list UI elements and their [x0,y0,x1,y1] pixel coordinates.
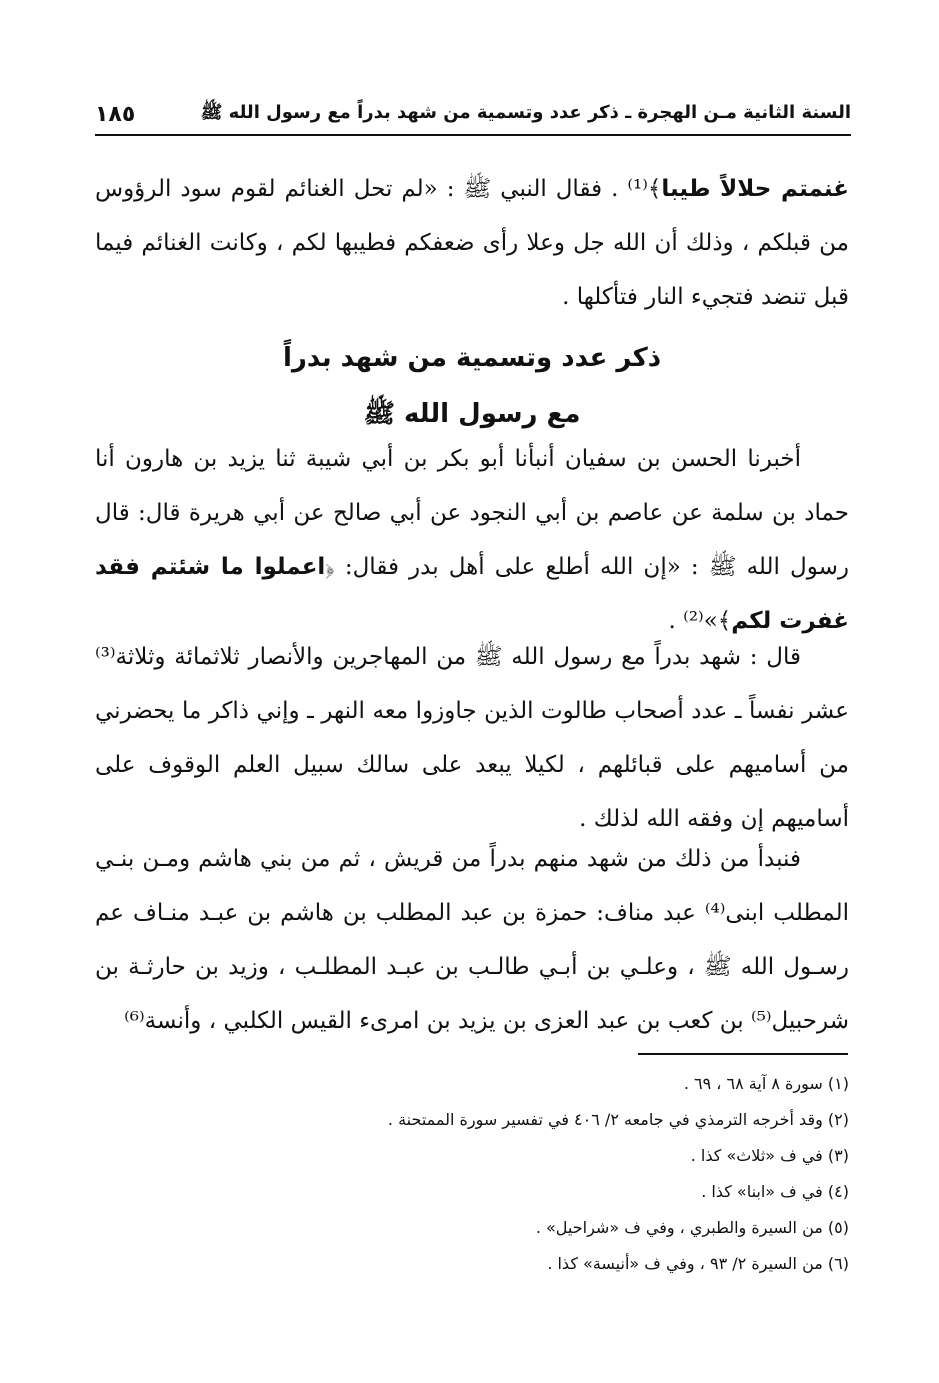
quran-quote-fragment: غنمتم حلالاً طيبا [661,176,849,202]
footnotes [95,1066,849,1282]
hadith-isnad: أخبرنا الحسن بن سفيان أنبأنا أبو بكر بن أبي شيبة ثنا يزيد بن هارون أنا حماد بن سلمة عن عاصم بن أبي النجود عن أبي صالح عن أبي هريرة قال: قال رسول الله ﷺ : «إن الله أطلع على أهل بدر فقال: ﴿ [95,446,849,580]
paragraph-3: قال : شهد بدراً مع رسول الله ﷺ من المهاجرين والأنصار ثلاثمائة وثلاثة⁽³⁾ عشر نفساً ـ عدد أصحاب طالوت الذين جاوزوا معه النهر ـ وإني ذاكر ما يحضرني من أساميهم على قبائلهم ، لكيلا يبعد على سالك سبيل العلم الوقوف على أساميهم إن وفقه الله لذلك . [95,644,849,832]
paragraph-4: فنبدأ من ذلك من شهد منهم بدراً من قريش ، ثم من بني هاشم ومـن بنـي المطلب ابنى⁽⁴⁾ عبد مناف: حمزة بن عبد المطلب بن هاشم بن عبـد منـاف عم رسـول الله ﷺ ، وعلـي بن أبـي طالـب بن عبـد المطلـب ، وزيد بن حارثـة بن شرحبيل⁽⁵⁾ بن كعب بن عبد العزى بن يزيد بن امرىء القيس الكلبي ، وأنسة⁽⁶⁾ [95,846,850,1034]
footnote-5: (٥) من السيرة والطبري ، وفي ف «شراحيل» . [535,1218,849,1237]
footnote-divider [638,1053,848,1055]
footnote-1: (١) سورة ٨ آية ٦٨ ، ٦٩ . [683,1074,849,1093]
section-heading-line-1: ذكر عدد وتسمية من شهد بدراً [282,343,662,373]
paragraph-2 [95,432,849,648]
page-number: ١٨٥ [95,101,136,127]
running-header-title: السنة الثانية مـن الهجرة ـ ذكر عدد وتسمية من شهد بدراً مع رسول الله ﷺ [200,102,851,123]
running-header [95,94,851,136]
paragraph-1 [95,162,849,324]
section-heading [95,330,849,442]
footnote-4: (٤) في ف «ابنا» كذا . [701,1182,849,1201]
section-heading-line-2: مع رسول الله ﷺ [363,399,581,429]
footnote-2: (٢) وقد أخرجه الترمذي في جامعه ٢/ ٤٠٦ في تفسير سورة الممتحنة . [387,1110,849,1129]
footnote-3: (٣) في ف «ثلاث» كذا . [690,1146,849,1165]
paragraph-1-text: ﴾⁽¹⁾ . فقال النبي ﷺ : «لم تحل الغنائم لقوم سود الرؤوس من قبلكم ، وذلك أن الله جل وعلا رأى ضعفكم فطيبها لكم ، وكانت الغنائم فيما قبل تنضد فتجيء النار فتأكلها . [95,176,849,310]
footnote-6: (٦) من السيرة ٢/ ٩٣ ، وفي ف «أنيسة» كذا . [547,1254,849,1273]
quran-quote: اعملوا ما شئتم فقد غفرت لكم [95,554,849,634]
hadith-tail: ﴾»⁽²⁾ . [668,608,732,634]
